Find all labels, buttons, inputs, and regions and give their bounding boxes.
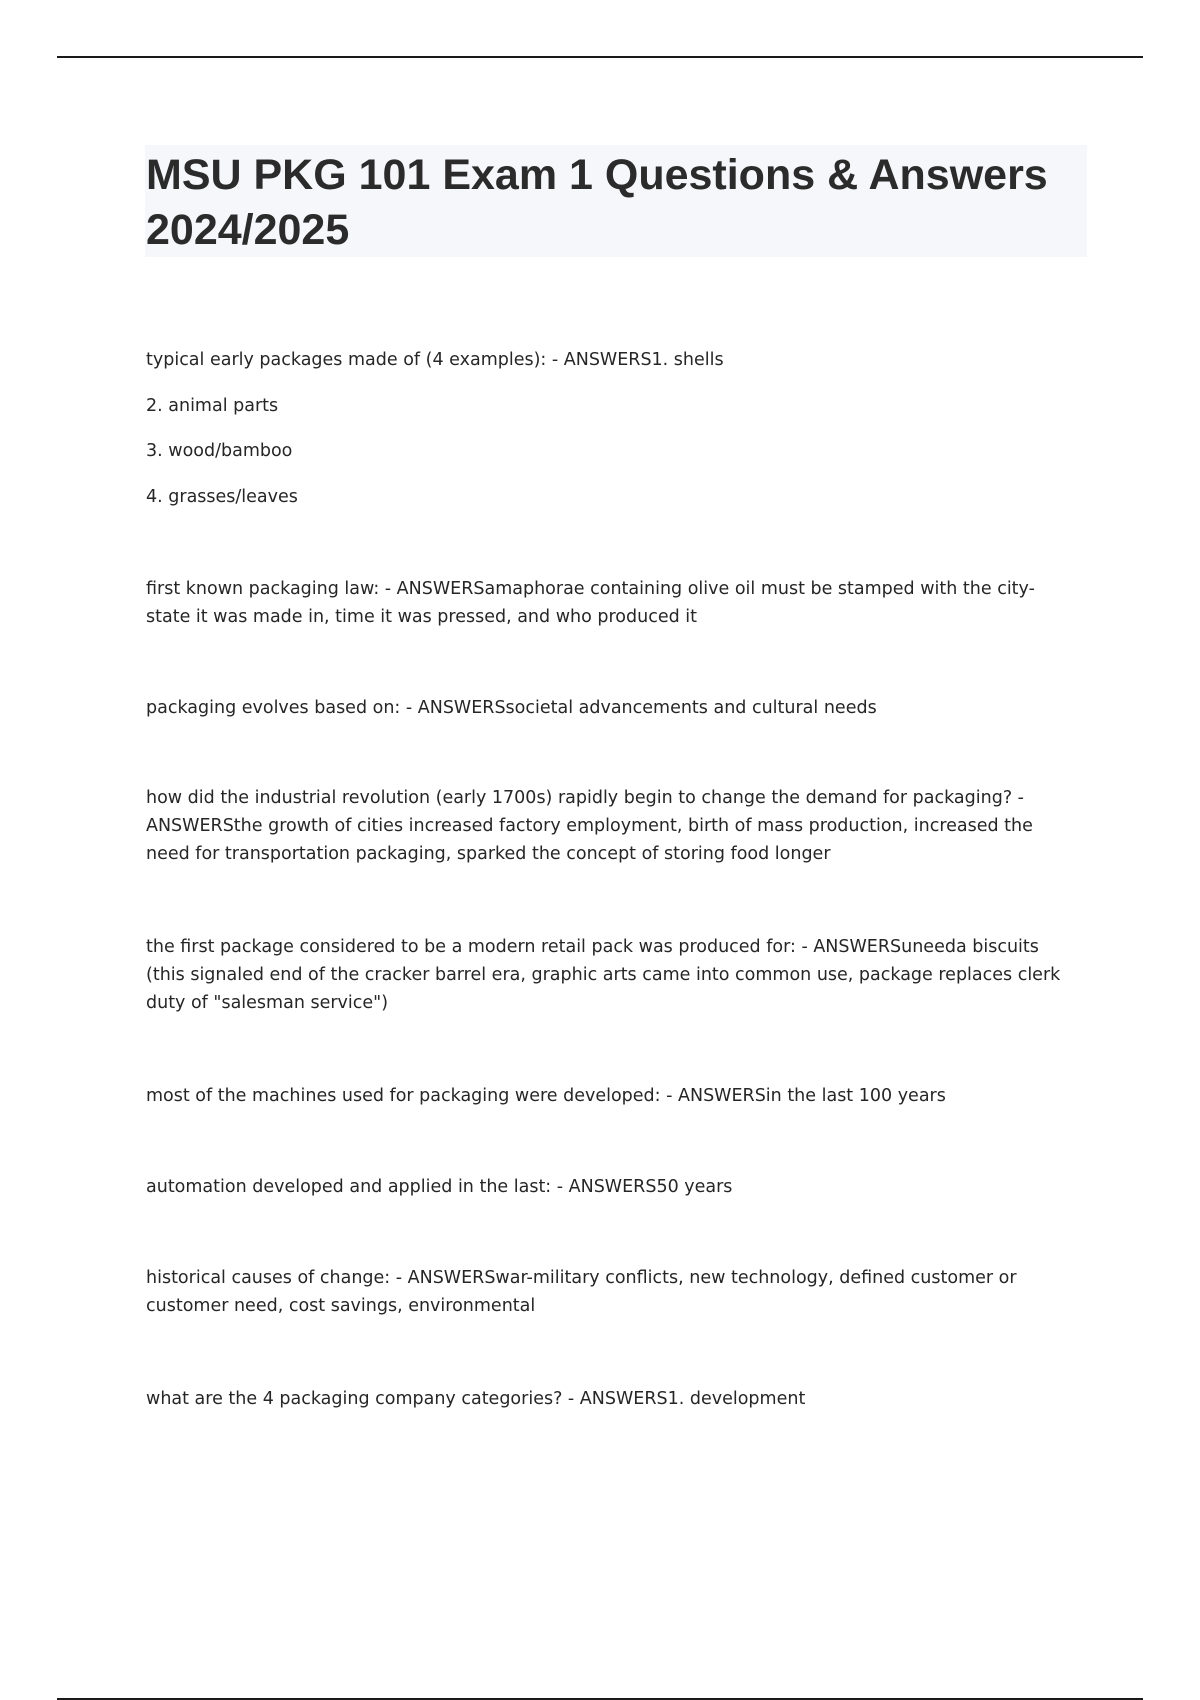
entry-company-categories: what are the 4 packaging company categories? - ANSWERS1. development (146, 1389, 806, 1409)
entry-modern-retail-pack: the first package considered to be a modern retail pack was produced for: - ANSWERSuneeda biscuits (this signaled end of the cracker barrel era, graphic arts came into common use, package replaces clerk duty of "salesman service") (146, 937, 1066, 1013)
entry-grasses-leaves: 4. grasses/leaves (146, 487, 298, 507)
entry-industrial-revolution: how did the industrial revolution (early 1700s) rapidly begin to change the demand for packaging? - ANSWERSthe growth of cities increased factory employment, birth of mass production, increased the need for transportation packaging, sparked the concept of storing food longer (146, 788, 1039, 864)
entry-packaging-evolves: packaging evolves based on: - ANSWERSsocietal advancements and cultural needs (146, 698, 877, 718)
entry-automation: automation developed and applied in the last: - ANSWERS50 years (146, 1177, 733, 1197)
top-rule (57, 56, 1143, 58)
entry-historical-causes: historical causes of change: - ANSWERSwar-military conflicts, new technology, defined customer or customer need, cost savings, environmental (146, 1268, 1023, 1316)
entry-early-packages: typical early packages made of (4 examples): - ANSWERS1. shells (146, 350, 724, 370)
entry-animal-parts: 2. animal parts (146, 396, 279, 416)
entry-wood-bamboo: 3. wood/bamboo (146, 441, 293, 461)
document-title: MSU PKG 101 Exam 1 Questions & Answers 2024/2025 (146, 151, 1048, 254)
entry-packaging-law: first known packaging law: - ANSWERSamaphorae containing olive oil must be stamped with the city-state it was made in, time it was pressed, and who produced it (146, 579, 1035, 627)
entry-machines-developed: most of the machines used for packaging were developed: - ANSWERSin the last 100 years (146, 1086, 946, 1106)
